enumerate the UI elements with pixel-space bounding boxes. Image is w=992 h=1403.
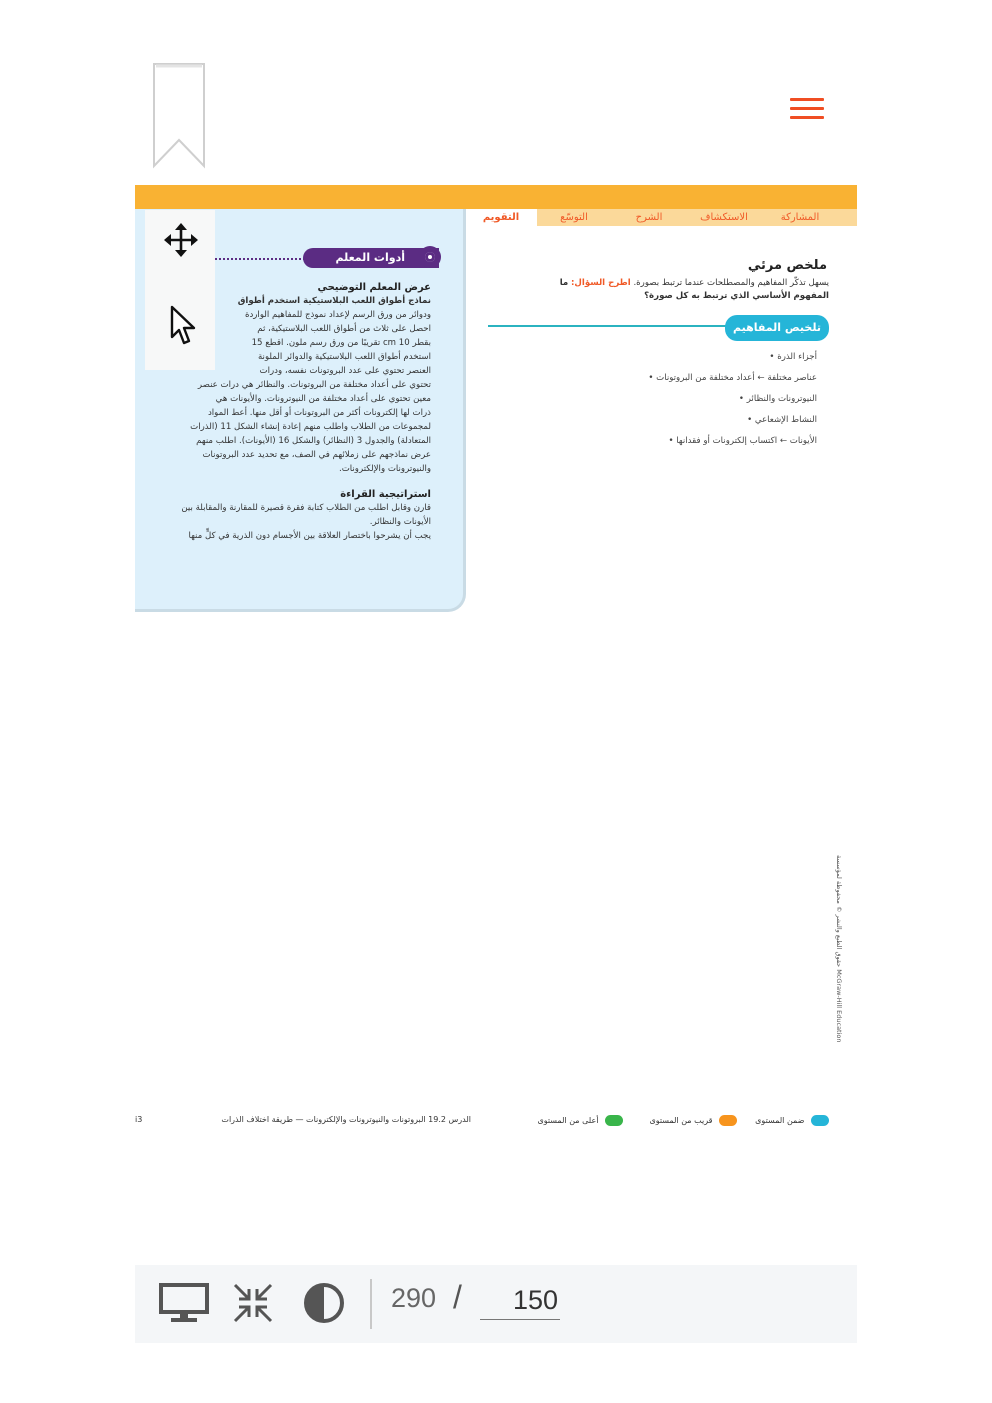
collapse-icon[interactable]	[232, 1282, 274, 1324]
lesson-footer: الدرس 19.2 البروتونات والنيوترونات والإلكترونات — طريقة اختلاف الذرات	[221, 1115, 471, 1124]
demo-line: المتعادلة) والجدول 3 (النظائر) والشكل 16 (الأيونات). اطلب منهم	[196, 436, 431, 446]
concepts-divider	[488, 325, 726, 327]
demo-line: بقطر 10 cm تقريبًا من ورق رسم ملون. اقطع 15	[251, 338, 431, 348]
concepts-badge: تلخيص المفاهيم	[725, 315, 829, 341]
list-item: عناصر مختلفة ← أعداد مختلفة من البروتونات •	[648, 373, 817, 383]
demo-line: لمجموعات من الطلاب واطلب منهم إعادة إنشاء الشكل 11 (الذرات	[190, 422, 431, 432]
tab-evaluate[interactable]: التقويم	[465, 209, 537, 226]
badge-hexagon-icon	[419, 246, 441, 268]
demo-line: ودوائر من ورق الرسم لإعداد نموذج للمفاهيم الواردة	[244, 310, 431, 320]
contrast-icon[interactable]	[303, 1282, 345, 1324]
list-item: النيوترونات والنظائر •	[738, 394, 817, 404]
total-pages: 290	[391, 1283, 437, 1313]
summary-prompt	[489, 278, 829, 301]
level-chip-icon	[605, 1115, 623, 1126]
demo-line: نماذج أطواق اللعب البلاستيكية استخدم أطواق	[237, 296, 431, 306]
page-slash: /	[453, 1279, 462, 1315]
prompt-highlight: اطرح السؤال:	[570, 278, 631, 288]
level-chip-icon	[811, 1115, 829, 1126]
demo-line: تحتوي على أعداد مختلفة من البروتونات. والنظائر هي درات عنصر	[197, 380, 431, 390]
section-tabs	[465, 209, 857, 226]
level-beyond: أعلى من المستوى	[537, 1115, 623, 1126]
reading-line: قارن وقابل اطلب من الطلاب كتابة فقرة قصيرة للمقارنة والمقابلة بين	[181, 503, 431, 513]
demo-line: ذرات لها إلكترونات أكثر من البروتونات أو أقل منها. أعط المواد	[207, 408, 431, 418]
demo-line: معين تحتوي على أعداد مختلفة من النيوترونات. والأيونات هي	[215, 394, 431, 404]
level-approaching: قريب من المستوى	[649, 1115, 737, 1126]
page-number-input[interactable]	[480, 1281, 560, 1320]
demo-heading: عرض المعلم التوضيحي	[317, 282, 431, 293]
summary-title: ملخص مرئي	[747, 258, 827, 273]
level-chip-icon	[719, 1115, 737, 1126]
teacher-tools-label: أدوات المعلم	[335, 251, 405, 264]
hamburger-menu-icon[interactable]	[790, 98, 824, 122]
tab-elaborate[interactable]: التوسّع	[560, 212, 588, 223]
demo-line: والنيوترونات والإلكترونات.	[338, 464, 431, 474]
textbook-page	[135, 185, 857, 1130]
reading-heading: استراتيجية القراءة	[340, 489, 431, 500]
prompt-text-end: ما	[559, 278, 569, 288]
tab-explain[interactable]: الشرح	[635, 212, 663, 223]
monitor-icon[interactable]	[158, 1282, 210, 1324]
level-within: ضمن المستوى	[755, 1115, 829, 1126]
toolbar-separator	[370, 1279, 372, 1329]
page-number: i3	[135, 1115, 143, 1124]
move-arrows-icon[interactable]	[163, 222, 199, 258]
reading-text	[135, 503, 431, 545]
concepts-list	[517, 352, 817, 457]
demo-line: عرض نماذجهم على زملائهم في الصف، مع تحديد عدد البروتونات	[202, 450, 431, 460]
reading-line: الأيونات والنظائر.	[369, 517, 431, 527]
copyright-side-text: حقوق الطبع والنشر © محفوظة لمؤسسة McGraw-Hill Education	[835, 855, 843, 1043]
demo-line: استخدم أطواق اللعب البلاستيكية والدوائر الملونة	[257, 352, 431, 362]
bookmark-icon[interactable]	[150, 62, 208, 170]
tab-explore[interactable]: الاستكشاف	[700, 212, 748, 223]
prompt-text: يسهل تذكّر المفاهيم والمصطلحات عندما ترتبط بصورة.	[633, 278, 829, 288]
list-item: النشاط الإشعاعي •	[747, 415, 817, 425]
list-item: الأيونات ← اكتساب إلكترونات أو فقدانها •	[668, 436, 817, 446]
demo-line: العنصر تحتوي على عدد البروتونات نفسه، ودرات	[259, 366, 431, 376]
bottom-toolbar	[135, 1265, 857, 1343]
cursor-arrow-icon[interactable]	[168, 305, 198, 347]
page-header-band	[135, 185, 857, 209]
list-item: أجزاء الذرة •	[769, 352, 817, 362]
tab-engage[interactable]: المشاركة	[780, 212, 820, 223]
teacher-tools-badge	[303, 248, 439, 268]
reading-line: يجب أن يشرحوا باختصار العلاقة بين الأجسام دون الذرية في كلٍّ منها	[188, 531, 431, 541]
demo-line: احصل على ثلاث من أطواق اللعب البلاستيكية، ثم	[257, 324, 431, 334]
prompt-question: المفهوم الأساسي الذي ترتبط به كل صورة؟	[644, 291, 829, 301]
